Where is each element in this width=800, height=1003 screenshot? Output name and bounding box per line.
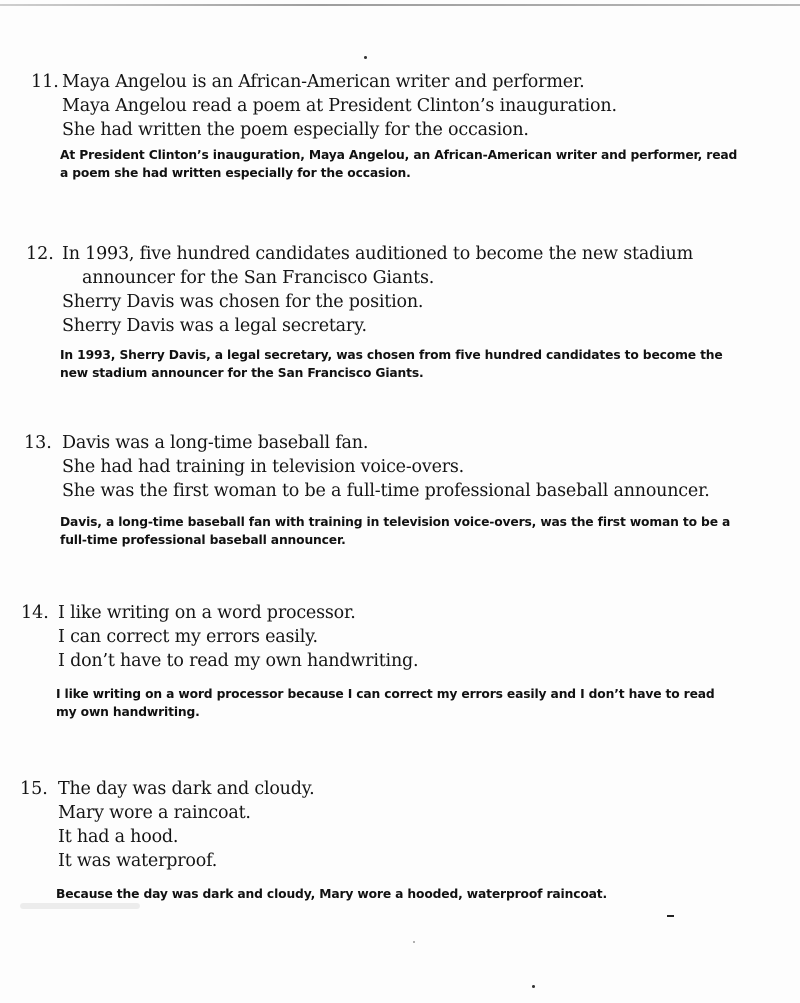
combined-answer: At President Clinton’s inauguration, Maya Angelou, an African-American writer and performer, read a poem she had written especially for the occasion. bbox=[60, 148, 738, 180]
sentence: Davis was a long-time baseball fan. bbox=[62, 433, 369, 453]
sentence: She had had training in television voice-overs. bbox=[62, 457, 465, 477]
scan-mark bbox=[667, 915, 674, 917]
sentence: She was the first woman to be a full-time professional baseball announcer. bbox=[62, 481, 710, 501]
sentence: I don’t have to read my own handwriting. bbox=[58, 651, 419, 671]
sentence-list bbox=[58, 601, 418, 673]
scan-speck bbox=[532, 985, 535, 988]
scan-speck bbox=[364, 56, 367, 59]
exercise-number: 11. bbox=[31, 72, 59, 92]
sentence: The day was dark and cloudy. bbox=[58, 779, 315, 799]
sentence-list bbox=[62, 242, 693, 338]
combined-answer: Davis, a long-time baseball fan with training in television voice-overs, was the first woman to be a full-time professional baseball announcer. bbox=[60, 515, 731, 547]
exercise-number: 13. bbox=[24, 433, 52, 453]
sentence: It was waterproof. bbox=[58, 851, 218, 871]
exercise-number: 15. bbox=[20, 779, 48, 799]
exercise-number: 12. bbox=[26, 244, 54, 264]
scan-speck bbox=[413, 941, 415, 943]
sentence: It had a hood. bbox=[58, 827, 179, 847]
sentence: Maya Angelou is an African-American writer and performer. bbox=[62, 72, 585, 92]
exercise-number: 14. bbox=[21, 603, 49, 623]
sentence: Maya Angelou read a poem at President Clinton’s inauguration. bbox=[62, 96, 617, 116]
scan-smudge bbox=[20, 903, 140, 909]
sentence-list bbox=[62, 70, 617, 142]
sentence: She had written the poem especially for the occasion. bbox=[62, 120, 529, 140]
top-edge-rule bbox=[0, 4, 800, 6]
sentence: In 1993, five hundred candidates auditioned to become the new stadium bbox=[62, 244, 693, 264]
combined-answer: Because the day was dark and cloudy, Mary wore a hooded, waterproof raincoat. bbox=[56, 887, 608, 901]
sentence-list bbox=[58, 777, 314, 873]
sentence-list bbox=[62, 431, 710, 503]
combined-answer: I like writing on a word processor because I can correct my errors easily and I don’t have to read my own handwriting. bbox=[56, 687, 715, 719]
sentence: Sherry Davis was a legal secretary. bbox=[62, 316, 367, 336]
combined-answer: In 1993, Sherry Davis, a legal secretary, was chosen from five hundred candidates to become the new stadium announcer for the San Francisco Giants. bbox=[60, 348, 723, 380]
sentence: Sherry Davis was chosen for the position. bbox=[62, 292, 424, 312]
sentence: announcer for the San Francisco Giants. bbox=[82, 268, 435, 288]
sentence: I can correct my errors easily. bbox=[58, 627, 318, 647]
sentence: Mary wore a raincoat. bbox=[58, 803, 251, 823]
sentence: I like writing on a word processor. bbox=[58, 603, 356, 623]
